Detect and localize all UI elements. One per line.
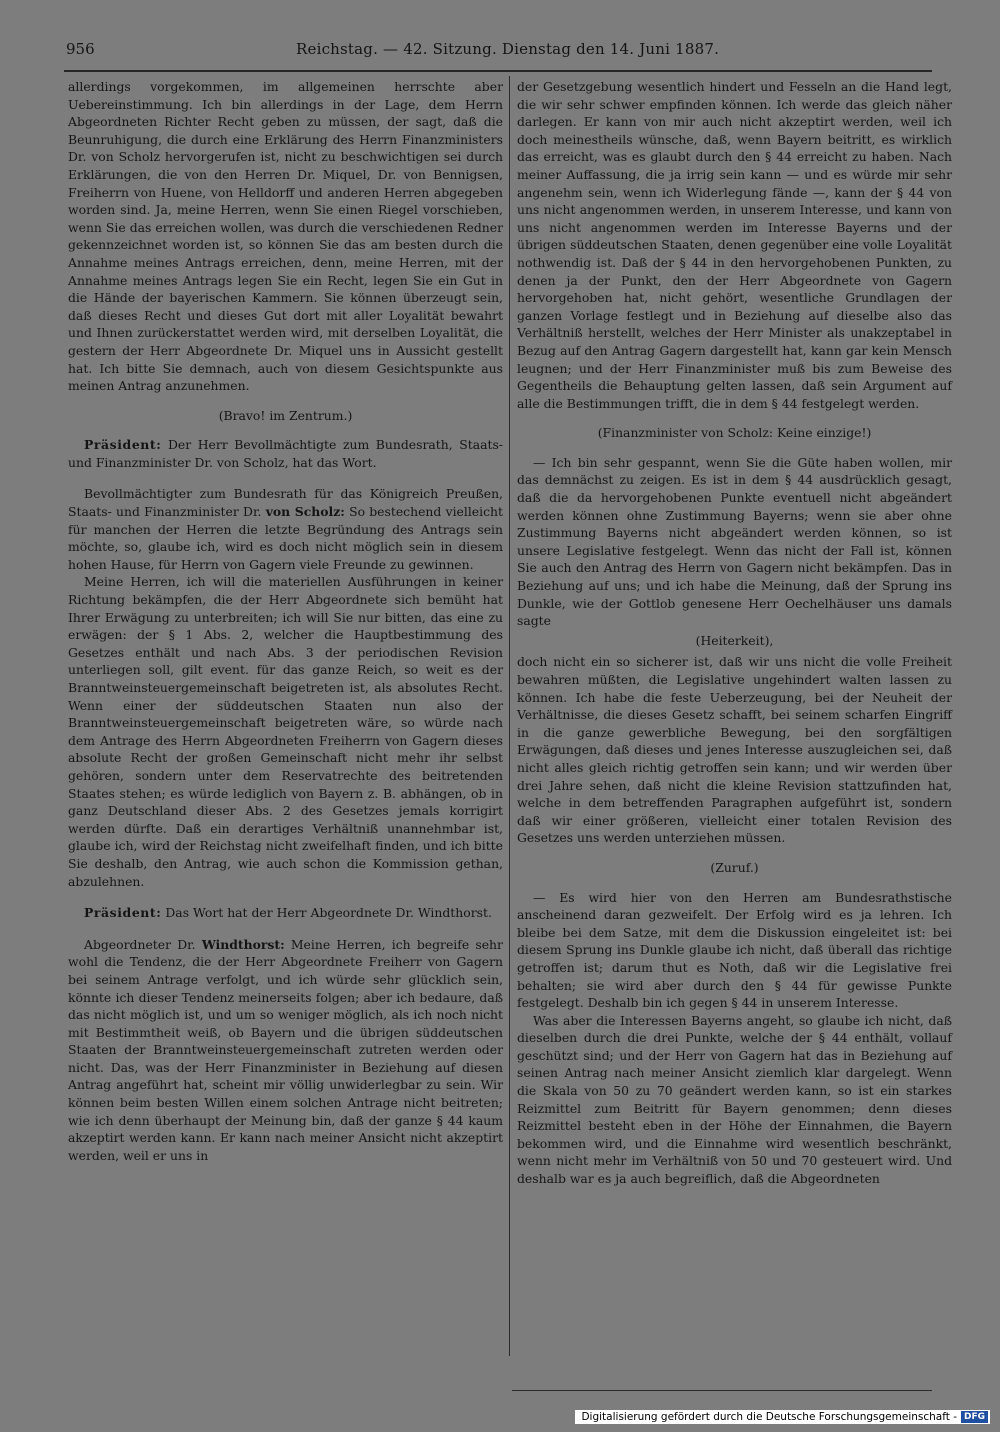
- speaker-title: Bevollmächtigter zum Bundesrath für das Königreich Preußen, Staats- und Finanzminister Dr.: [68, 486, 503, 520]
- paragraph: [68, 904, 503, 922]
- speaker-name: von Scholz:: [265, 504, 345, 520]
- paragraph: [68, 436, 503, 471]
- page-header: [66, 40, 936, 64]
- page-number: 956: [66, 40, 95, 58]
- speaker-title: Abgeordneter Dr.: [84, 936, 196, 952]
- paragraph: der Gesetzgebung wesentlich hindert und Fesseln an die Hand legt, die wir sehr schwer empfinden können. Ich werde das gleich näher darlegen. Er kann von mir auch nicht akzeptirt werden, weil ich doch meinestheils wünsche, daß, wenn Bayern beitritt, es wirklich das erreicht, was es glaubt durch den § 44 erreicht zu haben. Nach meiner Auffassung, die ja irrig sein kann — und es würde mir sehr angenehm sein, wenn ich Widerlegung fände —, kann der § 44 von uns nicht angenommen werden, in unserem Interesse, und kann von uns nicht angenommen werden im Interesse Bayerns und der übrigen süddeutschen Staaten, denen gegenüber eine volle Loyalität nothwendig ist. Daß der § 44 in den hervorgehobenen Punkten, zu denen ja der Punkt, den der Herr Abgeordnete von Gagern hervorgehoben hat, nicht gehört, wesentliche Grundlagen der ganzen Vorlage festlegt und in Beziehung auf dieselbe also das Verhältniß herstellt, welches der Herr Minister als unakzeptabel in Bezug auf den Antrag Gagern dargestellt hat, kann gar kein Mensch leugnen; und der Herr Finanzminister muß bis zum Beweise des Gegentheils die Behauptung gelten lassen, daß sein Argument auf alle die Bestimmungen trifft, die in dem § 44 festgelegt werden.: [517, 79, 952, 411]
- speech-text: Der Herr Bevollmächtigte zum Bundesrath, Staats- und Finanzminister Dr. von Scholz, hat das Wort.: [68, 437, 503, 470]
- paragraph: Was aber die Interessen Bayerns angeht, so glaube ich nicht, daß dieselben durch die drei Punkte, welche der § 44 enthält, vollauf geschützt sind; und der Herr von Gagern hat das in Beziehung auf seinen Antrag nach meiner Ansicht ziemlich klar dargelegt. Wenn die Skala von 50 zu 70 geändert werden kann, so ist ein starkes Reizmittel zum Beitritt für Bayern genommen; denn dieses Reizmittel besteht eben in der Höhe der Einnahmen, die Bayern bekommen wird, und die Einnahme wird wesentlich beschränkt, wenn nicht mehr im Verhältniß von 50 und 70 gesteuert wird. Und deshalb war es ja auch begreiflich, daß die Abgeordneten: [517, 1012, 952, 1187]
- header-rule: [64, 70, 932, 72]
- speaker-label: Präsident:: [84, 437, 162, 453]
- speech-text: So bestechend vielleicht für manchen der Herren die letzte Begründung des Antrags sein möchte, so, glaube ich, wird es doch nicht möglich sein in diesem hohen Hause, für Herrn von Gagern viele Freunde zu gewinnen.: [68, 504, 503, 572]
- header-title: Reichstag. — 42. Sitzung. Dienstag den 14. Juni 1887.: [296, 40, 720, 58]
- paragraph: [68, 936, 503, 1165]
- interjection: (Finanzminister von Scholz: Keine einzige!): [597, 425, 872, 441]
- interjection: (Zuruf.): [710, 859, 759, 875]
- paragraph: allerdings vorgekommen, im allgemeinen herrschte aber Uebereinstimmung. Ich bin allerdings in der Lage, dem Herrn Abgeordneten Richter Recht geben zu müssen, der sagt, daß die Beunruhigung, die durch eine Erklärung des Herrn Finanzministers Dr. von Scholz hervorgerufen ist, nicht zu beschwichtigen sei durch Erklärungen, die von den Herren Dr. Miquel, Dr. von Bennigsen, Freiherrn von Huene, von Helldorff und anderen Herren abgegeben worden sind. Ja, meine Herren, wenn Sie einen Riegel vorschieben, wenn Sie das erreichen wollen, was durch die verschiedenen Redner gekennzeichnet worden ist, so können Sie das am besten durch die Annahme meines Antrags erreichen, denn, meine Herren, mit der Annahme meines Antrags legen Sie ein Recht, legen Sie ein Gut in die Hände der bayerischen Kammern. Sie können überzeugt sein, daß dieses Recht und dieses Gut dort mit aller Loyalität bewahrt und Ihnen zurückerstattet werden wird, mit derselben Loyalität, die gestern der Herr Abgeordnete Dr. Miquel uns in Aussicht gestellt hat. Ich bitte Sie demnach, auch von diesem Gesichtspunkte aus meinen Antrag anzunehmen.: [68, 79, 503, 394]
- dfg-logo: DFG: [961, 1411, 988, 1423]
- interjection: (Bravo! im Zentrum.): [218, 407, 353, 423]
- interjection: (Heiterkeit),: [695, 632, 774, 648]
- paragraph: — Es wird hier von den Herren am Bundesrathstische anscheinend daran gezweifelt. Der Erfolg wird es ja lehren. Ich bleibe bei dem Satze, mit dem die Diskussion eingeleitet ist: bei diesem Sprung ins Dunkle glaube ich nicht, daß überall das richtige getroffen ist; darum thut es Noth, daß wir die Legislative frei behalten; sie wird aber durch den § 44 für gewisse Punkte festgelegt. Deshalb bin ich gegen § 44 in unserem Interesse.: [517, 889, 952, 1011]
- speech-text: Das Wort hat der Herr Abgeordnete Dr. Windthorst.: [165, 905, 492, 921]
- left-column: [68, 78, 503, 1164]
- paragraph: doch nicht ein so sicherer ist, daß wir uns nicht die volle Freiheit bewahren müßten, die Legislative ungehindert walten lassen zu können. Ich habe die feste Ueberzeugung, bei der Neuheit der Verhältnisse, die dieses Gesetz schafft, bei seinem scharfen Eingriff in die ganze gewerbliche Bewegung, bei den sorgfältigen Erwägungen, daß dieses und jenes Interesse auszugleichen sei, daß nicht alles gleich richtig getroffen sein kann; und wir werden über drei Jahre sehen, daß nicht die kleine Revision stattzufinden hat, welche in dem betreffenden Paragraphen aufgeführt ist, sondern daß wir einer größeren, vielleicht einer totalen Revision des Gesetzes uns werden unterziehen müssen.: [517, 654, 952, 846]
- speaker-label: Präsident:: [84, 905, 162, 921]
- right-column: [517, 78, 952, 1188]
- speaker-name: Windthorst:: [201, 936, 285, 952]
- paragraph: Meine Herren, ich will die materiellen Ausführungen in keiner Richtung bekämpfen, die der Herr Abgeordnete sich bemüht hat Ihrer Erwägung zu unterbreiten; ich will Sie nur bitten, das eine zu erwägen: der § 1 Abs. 2, welcher die Hauptbestimmung des Gesetzes enthält und nach Abs. 3 der periodischen Revision unterliegen soll, gilt event. für das ganze Reich, so weit es der Branntweinsteuergemeinschaft beigetreten ist, als absolutes Recht. Wenn einer der süddeutschen Staaten nun also der Branntweinsteuergemeinschaft beigetreten wäre, so würde nach dem Antrage des Herrn Abgeordneten Freiherrn von Gagern dieses absolute Recht der großen Gemeinschaft nicht mehr ihr selbst gehören, sondern unter dem Reservatrechte des beitretenden Staates stehen; es würde lediglich von Bayern z. B. abhängen, ob in ganz Deutschland dieser Abs. 2 des Gesetzes jemals korrigirt werden dürfte. Daß ein derartiges Verhältniß unannehmbar ist, glaube ich, wird der Reichstag nicht zweifelhaft finden, und ich bitte Sie deshalb, den Antrag, wie auch schon die Kommission gethan, abzulehnen.: [68, 574, 503, 889]
- credit-text: Digitalisierung gefördert durch die Deutsche Forschungsgemeinschaft -: [581, 1411, 957, 1423]
- speech-text: Meine Herren, ich begreife sehr wohl die Tendenz, die der Herr Abgeordnete Freiherr von Gagern bei seinem Antrage verfolgt, und ich würde sehr glücklich sein, könnte ich dieser Tendenz meinerseits folgen; aber ich bedaure, daß das nicht möglich ist, und um so weniger möglich, als ich noch nicht mit Bestimmtheit weiß, ob Bayern und die übrigen süddeutschen Staaten der Branntweinsteuergemeinschaft zutreten werden oder nicht. Das, was der Herr Finanzminister in Beziehung auf diesen Antrag angeführt hat, scheint mir völlig unwiderlegbar zu sein. Wir können beim besten Willen einem solchen Antrage nicht beitreten; wie ich denn überhaupt der Meinung bin, daß der ganze § 44 kaum akzeptirt werden kann. Er kann nach meiner Ansicht nicht akzeptirt werden, weil er uns in: [68, 936, 503, 1163]
- column-divider: [509, 76, 510, 1356]
- digitization-credit: [575, 1410, 990, 1424]
- paragraph: [68, 485, 503, 573]
- footer-rule: [512, 1390, 932, 1391]
- paragraph: — Ich bin sehr gespannt, wenn Sie die Güte haben wollen, mir das demnächst zu zeigen. Es ist in dem § 44 ausdrücklich gesagt, daß die da hervorgehobenen Punkte eventuell nicht abgeändert werden können ohne Zustimmung Bayerns; wenn sie aber ohne Zustimmung Bayerns nicht abgeändert werden können, so ist unsere Legislative festgelegt. Wenn das nicht der Fall ist, können Sie auch den Antrag des Herrn von Gagern nicht bekämpfen. Das in Beziehung auf uns; und ich habe die Meinung, daß der Sprung ins Dunkle, wie der Gottlob genesene Herr Oechelhäuser uns damals sagte: [517, 454, 952, 629]
